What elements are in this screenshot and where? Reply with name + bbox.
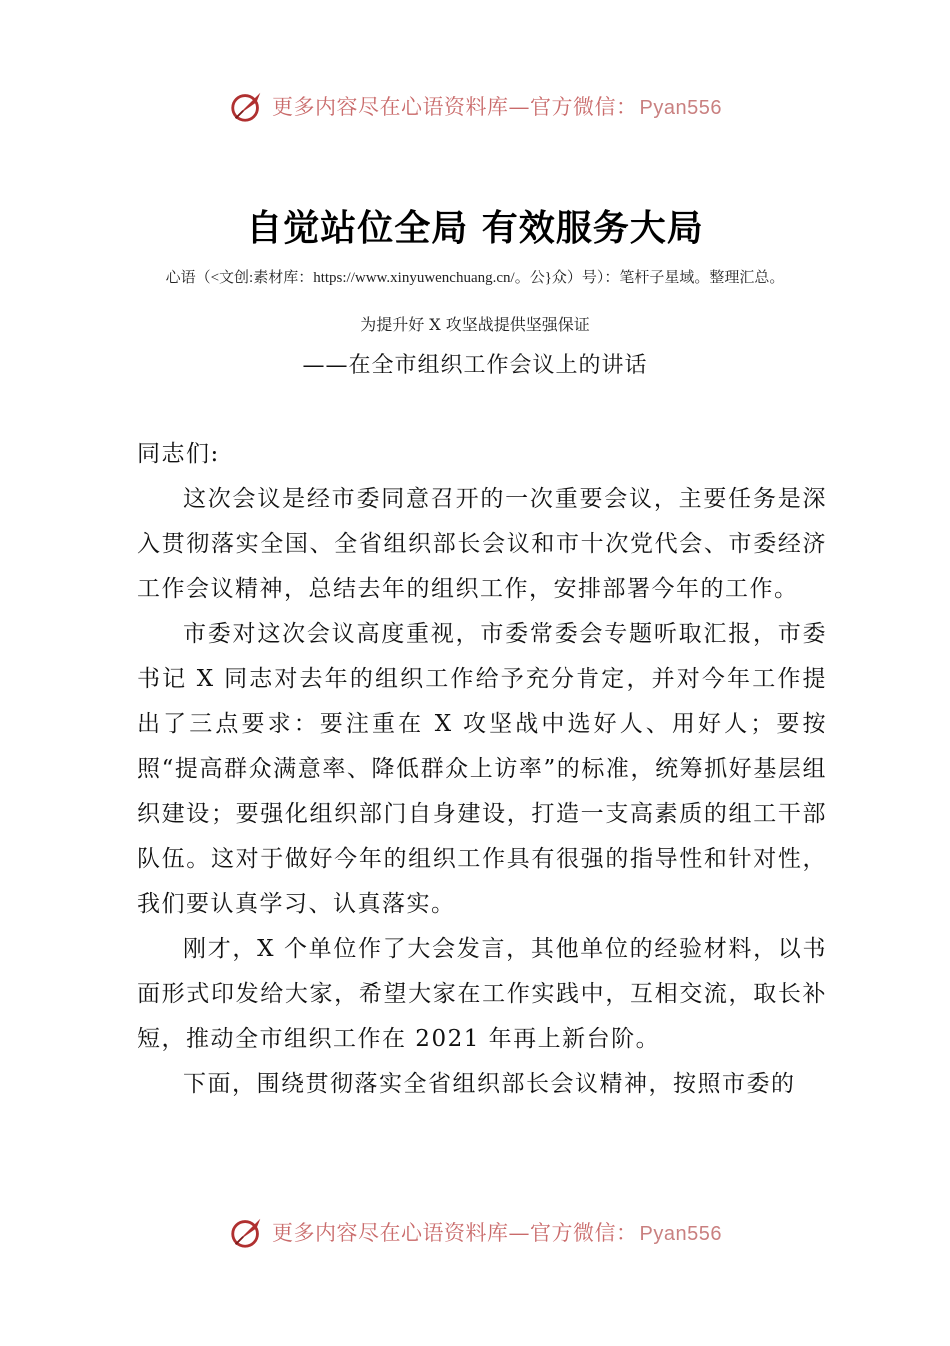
- quill-pen-logo-icon: [228, 1213, 266, 1251]
- wechat-id: Pyan556: [639, 97, 722, 119]
- footer-banner: [0, 1212, 950, 1252]
- document-title: 自觉站位全局 有效服务大局: [246, 207, 704, 249]
- document-subtitle: 为提升好 X 攻坚战提供坚强保证: [360, 315, 590, 334]
- quill-pen-logo-icon: [228, 87, 266, 125]
- paragraph: 这次会议是经市委同意召开的一次重要会议，主要任务是深入贯彻落实全国、全省组织部长会议和市十次党代会、市委经济工作会议精神，总结去年的组织工作，安排部署今年的工作。: [137, 486, 827, 602]
- paragraph: 刚才，X 个单位作了大会发言，其他单位的经验材料，以书面形式印发给大家，希望大家在工作实践中，互相交流，取长补短，推动全市组织工作在 2021 年再上新台阶。: [137, 936, 827, 1052]
- document-body: [137, 432, 827, 1107]
- wechat-id: Pyan556: [639, 1223, 722, 1245]
- salutation: 同志们:: [137, 441, 220, 467]
- banner-text: 更多内容尽在心语资料库—官方微信： Pyan556: [272, 1221, 722, 1245]
- banner-text: 更多内容尽在心语资料库—官方微信： Pyan556: [272, 95, 722, 119]
- paragraph: 下面，围绕贯彻落实全省组织部长会议精神，按照市委的: [183, 1071, 796, 1097]
- header-banner: [0, 86, 950, 126]
- speech-occasion: ——在全市组织工作会议上的讲话: [302, 353, 648, 378]
- document-credit: 心语（<文创:素材库：https://www.xinyuwenchuang.cn/。公}众）号）：笔杆子星域。整理汇总。: [165, 270, 785, 286]
- paragraph: 市委对这次会议高度重视，市委常委会专题听取汇报，市委书记 X 同志对去年的组织工作给予充分肯定，并对今年工作提出了三点要求：要注重在 X 攻坚战中选好人、用好人；要按照“提高群众满意率、降低群众上访率”的标准，统筹抓好基层组织建设；要强化组织部门自身建设，打造一支高素质的组工干部队伍。这对于做好今年的组织工作具有很强的指导性和针对性，我们要认真学习、认真落实。: [137, 621, 827, 917]
